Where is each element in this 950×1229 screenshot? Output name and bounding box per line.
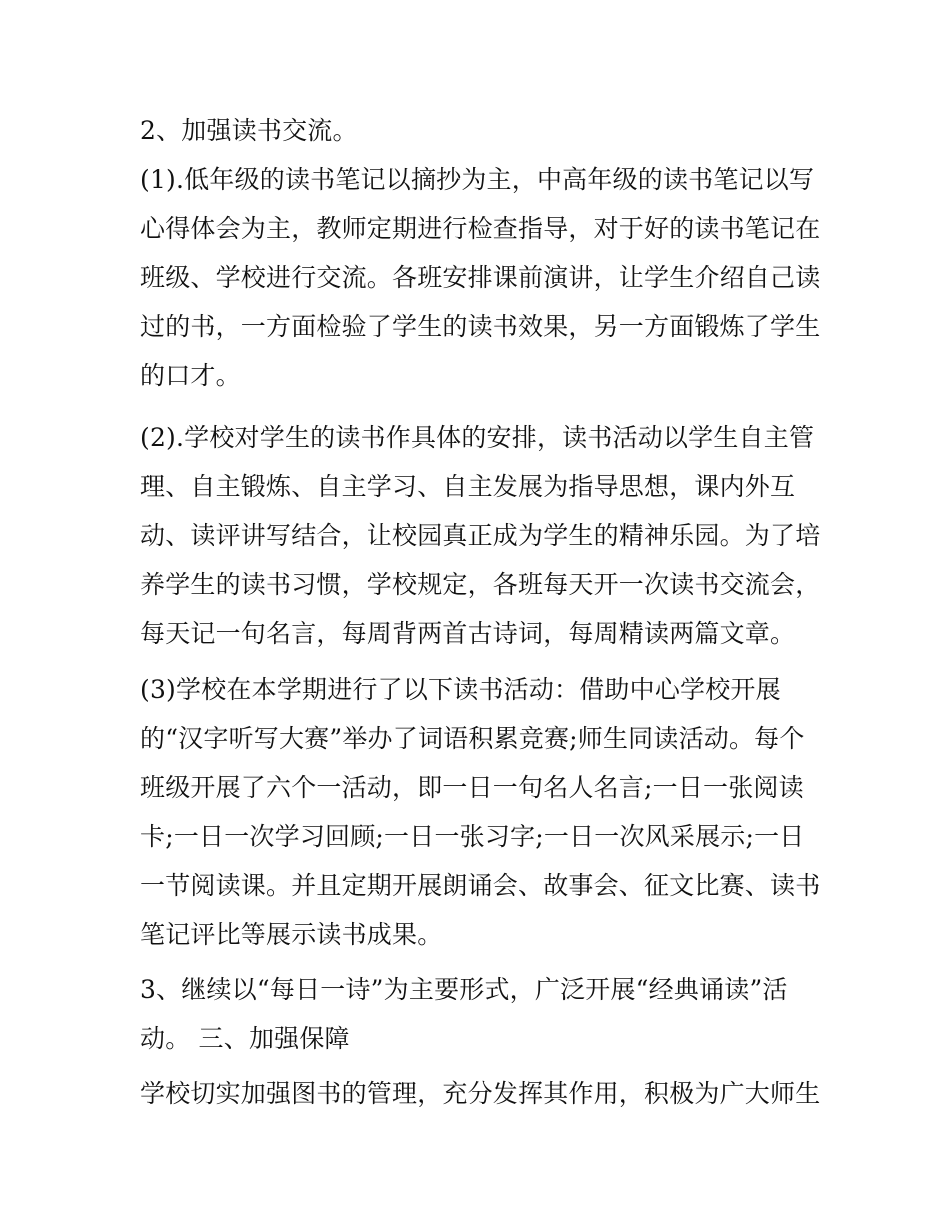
section-heading-3: 3、继续以“每日一诗”为主要形式，广泛开展“经典诵读”活 [140, 975, 788, 1004]
paragraph-line: 每天记一句名言，每周背两首古诗词，每周精读两篇文章。 [140, 619, 796, 648]
section-heading-2: 2、加强读书交流。 [140, 116, 358, 145]
paragraph-line: 一节阅读课。并且定期开展朗诵会、故事会、征文比赛、读书 [140, 871, 821, 900]
paragraph-line: 班级、学校进行交流。各班安排课前演讲，让学生介绍自己读 [140, 263, 821, 292]
paragraph-line: 的口才。 [140, 361, 241, 390]
section-heading-3-continued: 动。 三、加强保障 [140, 1024, 350, 1053]
paragraph-line: (3)学校在本学期进行了以下读书活动：借助中心学校开展 [140, 675, 781, 704]
paragraph-line: 学校切实加强图书的管理，充分发挥其作用，积极为广大师生 [140, 1079, 821, 1108]
paragraph-line: 养学生的读书习惯，学校规定，各班每天开一次读书交流会， [140, 570, 821, 599]
paragraph-line: 卡;一日一次学习回顾;一日一张习字;一日一次风采展示;一日 [140, 822, 805, 851]
paragraph-line: (2).学校对学生的读书作具体的安排，读书活动以学生自主管 [140, 423, 815, 452]
paragraph-line: 动、读评讲写结合，让校园真正成为学生的精神乐园。为了培 [140, 521, 821, 550]
paragraph-line: (1).低年级的读书笔记以摘抄为主，中高年级的读书笔记以写 [140, 165, 815, 194]
paragraph-line: 过的书，一方面检验了学生的读书效果，另一方面锻炼了学生 [140, 312, 821, 341]
paragraph-line: 笔记评比等展示读书成果。 [140, 920, 443, 949]
paragraph-line: 理、自主锻炼、自主学习、自主发展为指导思想，课内外互 [140, 472, 796, 501]
paragraph-line: 班级开展了六个一活动，即一日一句名人名言;一日一张阅读 [140, 773, 804, 802]
paragraph-line: 心得体会为主，教师定期进行检查指导，对于好的读书笔记在 [140, 214, 821, 243]
paragraph-line: 的“汉字听写大赛”举办了词语积累竞赛;师生同读活动。每个 [140, 724, 805, 753]
